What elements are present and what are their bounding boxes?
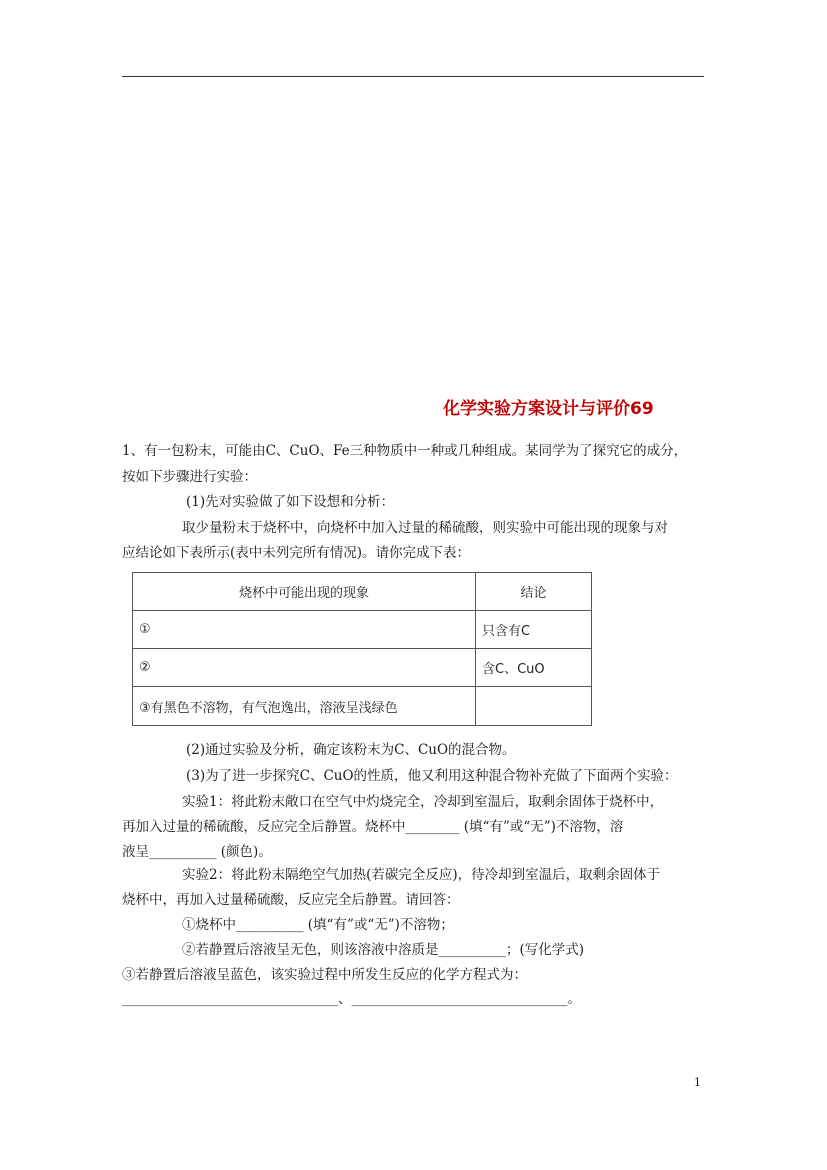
experiment-2-text-1: 实验2：将此粉末隔绝空气加热(若碳完全反应)，待冷却到室温后，取剩余固体于 — [182, 867, 661, 883]
table-cell-conclusion: 只含有C — [476, 611, 592, 649]
step-1-text-2: 应结论如下表所示(表中未列完所有情况)。请你完成下表： — [122, 545, 471, 561]
question-line-1: 1、有一包粉末，可能由C、CuO、Fe三种物质中一种或几种组成。某同学为了探究它的成分， — [122, 443, 688, 459]
table-cell-conclusion — [476, 687, 592, 726]
experiment-2-text-2: 烧杯中，再加入过量稀硫酸，反应完全后静置。请回答： — [122, 892, 460, 908]
observation-table — [132, 572, 592, 726]
table-row — [133, 687, 592, 726]
experiment-2-question-1: ①烧杯中__________ (填“有”或“无”)不溶物； — [182, 917, 454, 933]
header-rule — [122, 76, 704, 77]
experiment-2-question-3: ③若静置后溶液呈蓝色，该实验过程中所发生反应的化学方程式为： — [122, 967, 527, 983]
equation-answer-blanks: ________________________________、________________________________。 — [122, 991, 581, 1007]
table-header-row — [133, 573, 592, 611]
table-cell-phenomenon: ① — [133, 611, 476, 649]
experiment-1-text-1: 实验1：将此粉末敞口在空气中灼烧完全，冷却到室温后，取剩余固体于烧杯中， — [182, 794, 664, 810]
table-row — [133, 649, 592, 687]
experiment-1-text-3: 液呈__________ (颜色)。 — [122, 844, 272, 860]
step-1-heading: (1)先对实验做了如下设想和分析： — [186, 494, 395, 510]
table-header-conclusion: 结论 — [476, 573, 592, 611]
table-header-phenomenon: 烧杯中可能出现的现象 — [133, 573, 476, 611]
table-cell-phenomenon: ② — [133, 649, 476, 687]
table-cell-conclusion: 含C、CuO — [476, 649, 592, 687]
experiment-1-text-2: 再加入过量的稀硫酸，反应完全后静置。烧杯中________ (填“有”或“无”)不溶物，溶 — [122, 819, 624, 835]
question-line-2: 按如下步骤进行实验： — [122, 469, 257, 485]
table-cell-phenomenon: ③有黑色不溶物，有气泡逸出，溶液呈浅绿色 — [133, 687, 476, 726]
document-title: 化学实验方案设计与评价69 — [443, 399, 654, 419]
table-row — [133, 611, 592, 649]
experiment-2-question-2: ②若静置后溶液呈无色，则该溶液中溶质是__________；(写化学式) — [182, 942, 585, 958]
step-2-text: (2)通过实验及分析，确定该粉末为C、CuO的混合物。 — [186, 742, 516, 758]
step-3-heading: (3)为了进一步探究C、CuO的性质，他又利用这种混合物补充做了下面两个实验： — [186, 768, 678, 784]
step-1-text-1: 取少量粉末于烧杯中，向烧杯中加入过量的稀硫酸，则实验中可能出现的现象与对 — [182, 520, 668, 536]
page-number: 1 — [694, 1076, 701, 1089]
